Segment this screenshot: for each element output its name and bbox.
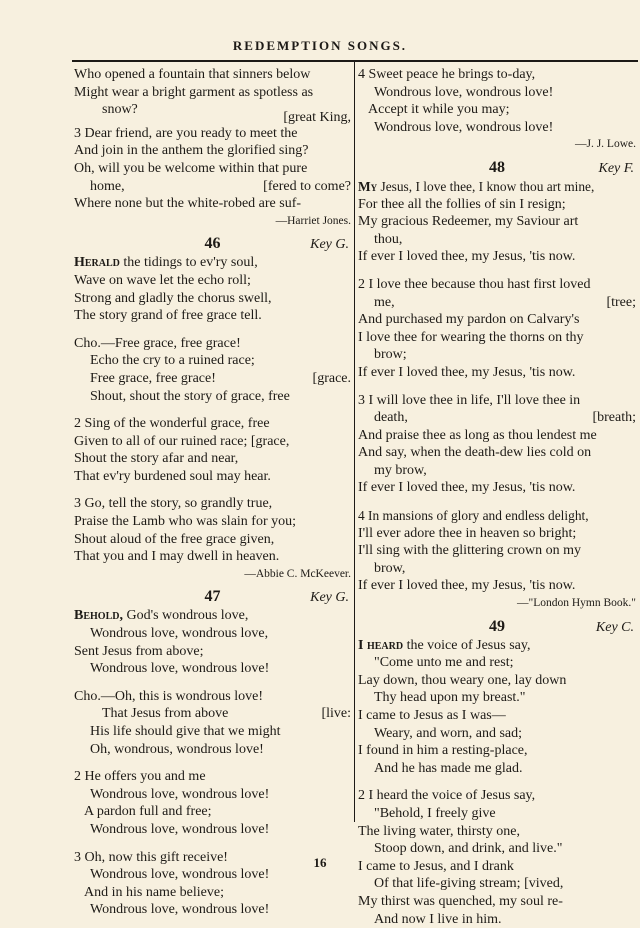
hymn-line: 3 Go, tell the story, so grandly true, <box>74 496 273 512</box>
hymn-49-heading <box>358 617 636 637</box>
hymn-line: 4 In mansions of glory and endless delight, <box>358 508 589 524</box>
hymn-line: I came to Jesus as I was— <box>358 708 506 723</box>
hymn-line: Wondrous love, wondrous love! <box>90 821 270 837</box>
running-header: REDEMPTION SONGS. <box>232 38 408 53</box>
hymn-line <box>74 254 351 272</box>
hymn-line: I'll sing with the glittering crown on my <box>358 543 581 559</box>
hymn-line: Wondrous love, wondrous love! <box>90 786 270 802</box>
hymn-lead-word: I heard <box>358 637 404 653</box>
hymn-line: 2 Sing of the wonderful grace, free <box>74 416 270 432</box>
chorus-line-wrap: [grace. <box>312 370 351 386</box>
hymn-line-pair <box>358 409 636 427</box>
hymn-line: me, <box>374 294 395 310</box>
hymn-line: If ever I loved thee, my Jesus, 'tis now. <box>358 480 576 496</box>
hymn-line: 4 Sweet peace he brings to-day, <box>358 67 536 82</box>
hymn-line: brow; <box>374 347 407 363</box>
hymn-line: And purchased my pardon on Calvary's <box>358 312 580 328</box>
hymn-line: Stoop down, and drink, and live." <box>374 841 563 857</box>
hymn-line: Shout the story afar and near, <box>74 451 239 467</box>
hymn-line: Wondrous love, wondrous love! <box>374 119 554 135</box>
chorus-line-wrap: [live: <box>321 706 351 722</box>
hymn-line: 3 Dear friend, are you ready to meet the <box>74 125 298 141</box>
hymn-line: Wave on wave let the echo roll; <box>74 272 251 288</box>
hymn-line: Wondrous love, wondrous love! <box>90 902 270 918</box>
hymn-line-wrap: [breath; <box>592 410 636 426</box>
hymn-line: Wondrous love, wondrous love! <box>90 661 270 677</box>
hymn-line: If ever I loved thee, my Jesus, 'tis now. <box>358 249 576 265</box>
hymn-line: brow, <box>374 560 406 576</box>
hymn-key: Key C. <box>595 619 634 635</box>
hymn-line: The living water, thirsty one, <box>358 823 520 839</box>
hymn-line: snow? <box>102 102 138 118</box>
hymn-number: 48 <box>489 158 505 176</box>
hymn-line: That ev'ry burdened soul may hear. <box>74 468 271 484</box>
hymn-line: And now I live in him. <box>374 911 502 927</box>
hymn-46-heading <box>74 234 351 254</box>
hymn-line: thou, <box>374 231 403 247</box>
chorus-line: Shout, shout the story of grace, free <box>90 388 290 404</box>
left-column <box>74 66 351 919</box>
hymn-line: And join in the anthem the glorified sing? <box>74 143 309 159</box>
hymn-line: home, <box>90 178 125 194</box>
hymn-line: Where none but the white-robed are suf- <box>74 196 302 212</box>
hymn-line: That you and I may dwell in heaven. <box>74 549 280 565</box>
hymn-line-wrap: [fered to come? <box>263 178 351 194</box>
hymn-line <box>358 637 636 655</box>
hymn-author: —"London Hymn Book." <box>517 597 636 610</box>
hymn-line: I found in him a resting-place, <box>358 743 528 759</box>
hymn-line-pair <box>358 294 636 312</box>
hymn-line: my brow, <box>374 462 427 478</box>
hymn-line: I'll ever adore thee in heaven so bright; <box>358 525 577 541</box>
hymn-line: "Come unto me and rest; <box>374 655 514 671</box>
hymn-line-text: God's wondrous love, <box>126 608 249 624</box>
chorus-line-pair <box>74 370 351 388</box>
hymn-line: 2 I love thee because thou hast first loved <box>358 276 591 292</box>
hymn-line: Who opened a fountain that sinners below <box>74 67 311 82</box>
hymn-line: Sent Jesus from above; <box>74 643 204 659</box>
hymn-line: 2 I heard the voice of Jesus say, <box>358 788 536 804</box>
hymn-line: I came to Jesus, and I drank <box>358 858 514 874</box>
right-column <box>358 66 636 928</box>
hymn-line: 3 Oh, now this gift receive! <box>74 849 228 865</box>
hymn-line-wrap: [great King, <box>283 110 351 126</box>
chorus-line: That Jesus from above <box>102 706 229 722</box>
hymn-number: 47 <box>204 588 221 606</box>
hymn-line: And say, when the death-dew lies cold on <box>358 445 592 461</box>
hymn-key: Key G. <box>310 237 349 253</box>
hymn-line: Wondrous love, wondrous love! <box>374 84 554 100</box>
hymn-line: Wondrous love, wondrous love! <box>90 867 270 883</box>
hymn-author: —Abbie C. McKeever. <box>244 567 351 580</box>
chorus-line: Oh, wondrous, wondrous love! <box>90 741 264 757</box>
hymn-key: Key F. <box>598 160 634 176</box>
hymn-line: Given to all of our ruined race; [grace, <box>74 433 290 449</box>
hymn-line-text: Jesus, I love thee, I know thou art mine, <box>380 178 595 194</box>
hymn-line: If ever I loved thee, my Jesus, 'tis now. <box>358 578 576 594</box>
hymn-line: My thirst was quenched, my soul re- <box>358 893 563 909</box>
hymn-line-text: the voice of Jesus say, <box>406 637 531 653</box>
chorus-line: Free grace, free grace! <box>90 370 216 386</box>
hymn-line: Accept it while you may; <box>368 102 510 118</box>
chorus-line: His life should give that we might <box>90 724 281 739</box>
hymn-line: "Behold, I freely give <box>374 805 496 821</box>
hymn-line <box>358 178 636 196</box>
hymn-lead-word: My <box>358 178 378 194</box>
hymn-line: Wondrous love, wondrous love, <box>90 626 269 642</box>
hymn-line: Oh, will you be welcome within that pure <box>74 160 308 176</box>
hymn-line: I love thee for wearing the thorns on thy <box>358 329 584 345</box>
hymn-line: Of that life-giving stream; [vived, <box>374 876 564 892</box>
hymn-line: 2 He offers you and me <box>74 769 206 785</box>
hymn-author: —J. J. Lowe. <box>574 138 636 151</box>
hymn-line: A pardon full and free; <box>84 804 212 820</box>
page-number: 16 <box>313 855 327 870</box>
hymn-line: Praise the Lamb who was slain for you; <box>74 514 297 530</box>
hymn-line: The story grand of free grace tell. <box>74 308 262 324</box>
hymn-line-wrap: [tree; <box>606 294 636 310</box>
hymn-line: Thy head upon my breast." <box>374 690 526 706</box>
hymn-line: Weary, and worn, and sad; <box>374 725 523 741</box>
column-divider <box>354 62 355 822</box>
hymn-line: And he has made me glad. <box>374 760 523 776</box>
header-rule <box>72 60 638 62</box>
hymn-line: Lay down, thou weary one, lay down <box>358 672 567 688</box>
hymn-line <box>74 607 351 625</box>
hymn-line: For thee all the follies of sin I resign; <box>358 196 566 212</box>
hymn-lead-word: Herald <box>74 255 120 271</box>
chorus-line: Cho.—Oh, this is wondrous love! <box>74 688 263 704</box>
hymn-number: 49 <box>489 617 505 635</box>
hymn-line: Might wear a bright garment as spotless as <box>74 84 314 100</box>
hymn-line: My gracious Redeemer, my Saviour art <box>358 214 579 230</box>
hymn-line: Shout aloud of the free grace given, <box>74 531 275 547</box>
hymn-line-pair <box>74 178 351 196</box>
hymn-line: death, <box>374 410 408 426</box>
hymn-number: 46 <box>204 235 221 253</box>
hymn-line-text: the tidings to ev'ry soul, <box>123 255 258 271</box>
chorus-line: Cho.—Free grace, free grace! <box>74 335 241 351</box>
hymn-key: Key G. <box>310 590 349 606</box>
hymn-author: —Harriet Jones. <box>275 214 351 227</box>
hymn-line: And praise thee as long as thou lendest me <box>358 427 597 443</box>
hymn-48-heading <box>358 158 636 178</box>
hymn-line: If ever I loved thee, my Jesus, 'tis now. <box>358 364 576 380</box>
hymn-line: 3 I will love thee in life, I'll love thee in <box>358 392 581 408</box>
chorus-line: Echo the cry to a ruined race; <box>90 353 255 369</box>
hymn-line-pair <box>74 101 351 126</box>
hymn-47-heading <box>74 587 351 607</box>
hymn-line: And in his name believe; <box>84 884 224 900</box>
hymn-lead-word: Behold, <box>74 608 123 624</box>
hymn-line: Strong and gladly the chorus swell, <box>74 290 272 306</box>
chorus-line-pair <box>74 705 351 723</box>
